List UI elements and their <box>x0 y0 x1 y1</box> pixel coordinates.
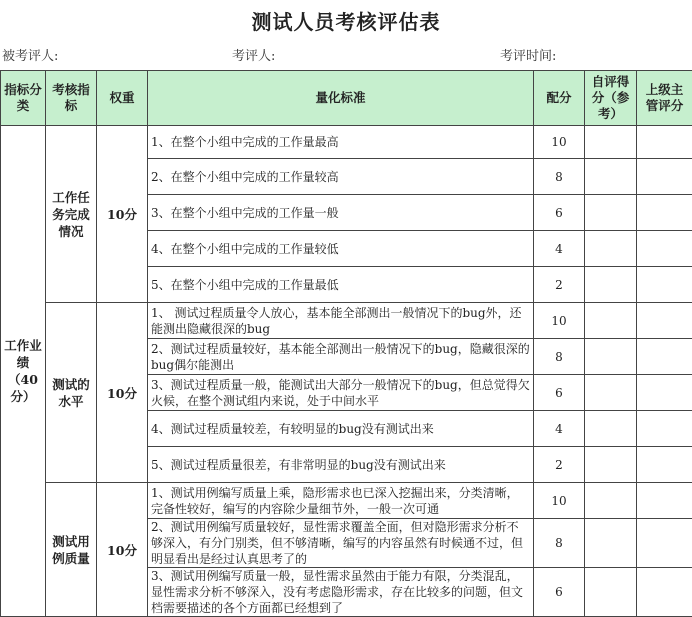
weight-cell: 10分 <box>97 303 148 483</box>
score-cell: 2 <box>534 267 585 303</box>
score-cell: 10 <box>534 303 585 339</box>
table-row <box>1 303 692 339</box>
self-score-input-cell[interactable] <box>585 231 637 267</box>
score-cell: 6 <box>534 375 585 411</box>
self-score-input-cell[interactable] <box>585 126 637 159</box>
header-criteria: 量化标准 <box>148 71 534 126</box>
supervisor-score-input-cell[interactable] <box>637 568 692 617</box>
supervisor-score-input-cell[interactable] <box>637 267 692 303</box>
self-score-input-cell[interactable] <box>585 483 637 519</box>
indicator-cell: 工作任务完成情况 <box>46 126 97 303</box>
table-row <box>1 483 692 519</box>
self-score-input-cell[interactable] <box>585 267 637 303</box>
score-cell: 6 <box>534 568 585 617</box>
weight-cell: 10分 <box>97 126 148 303</box>
indicator-cell: 测试的水平 <box>46 303 97 483</box>
self-score-input-cell[interactable] <box>585 447 637 483</box>
evaluation-table <box>0 70 692 617</box>
table-row <box>1 126 692 159</box>
score-cell: 4 <box>534 231 585 267</box>
self-score-input-cell[interactable] <box>585 519 637 568</box>
supervisor-score-input-cell[interactable] <box>637 231 692 267</box>
self-score-input-cell[interactable] <box>585 568 637 617</box>
header-supervisor-score: 上级主管评分 <box>637 71 692 126</box>
criterion-cell: 5、在整个小组中完成的工作量最低 <box>148 267 534 303</box>
supervisor-score-input-cell[interactable] <box>637 519 692 568</box>
category-cell: 工作业绩（40分） <box>1 126 46 617</box>
table-body <box>1 126 692 617</box>
criterion-cell: 2、在整个小组中完成的工作量较高 <box>148 159 534 195</box>
self-score-input-cell[interactable] <box>585 195 637 231</box>
criterion-cell: 3、在整个小组中完成的工作量一般 <box>148 195 534 231</box>
supervisor-score-input-cell[interactable] <box>637 339 692 375</box>
weight-cell: 10分 <box>97 483 148 617</box>
criterion-cell: 4、在整个小组中完成的工作量较低 <box>148 231 534 267</box>
header-category: 指标分类 <box>1 71 46 126</box>
supervisor-score-input-cell[interactable] <box>637 411 692 447</box>
criterion-cell: 2、测试过程质量较好，基本能全部测出一般情况下的bug，隐藏很深的bug偶尔能测出 <box>148 339 534 375</box>
eval-time-label: 考评时间: <box>500 45 556 64</box>
examinee-label: 被考评人: <box>2 45 58 64</box>
self-score-input-cell[interactable] <box>585 411 637 447</box>
score-cell: 8 <box>534 519 585 568</box>
score-cell: 6 <box>534 195 585 231</box>
self-score-input-cell[interactable] <box>585 375 637 411</box>
score-cell: 10 <box>534 483 585 519</box>
self-score-input-cell[interactable] <box>585 339 637 375</box>
criterion-cell: 4、测试过程质量较差，有较明显的bug没有测试出来 <box>148 411 534 447</box>
score-cell: 10 <box>534 126 585 159</box>
criterion-cell: 2、测试用例编写质量较好，显性需求覆盖全面，但对隐形需求分析不够深入，有分门别类，但不够清晰，编写的内容虽然有时候通不过，但明显看出是经过认真思考了的 <box>148 519 534 568</box>
header-self-score: 自评得分（参考） <box>585 71 637 126</box>
score-cell: 8 <box>534 339 585 375</box>
criterion-cell: 1、在整个小组中完成的工作量最高 <box>148 126 534 159</box>
indicator-cell: 测试用例质量 <box>46 483 97 617</box>
examiner-label: 考评人: <box>232 45 275 64</box>
supervisor-score-input-cell[interactable] <box>637 483 692 519</box>
criterion-cell: 3、测试过程质量一般，能测试出大部分一般情况下的bug，但总觉得欠火候，在整个测试组内来说，处于中间水平 <box>148 375 534 411</box>
header-indicator: 考核指标 <box>46 71 97 126</box>
criterion-cell: 1、测试用例编写质量上乘，隐形需求也已深入挖掘出来，分类清晰，完备性较好，编写的内容除少量细节外，一般一次可通 <box>148 483 534 519</box>
self-score-input-cell[interactable] <box>585 303 637 339</box>
supervisor-score-input-cell[interactable] <box>637 195 692 231</box>
header-weight: 权重 <box>97 71 148 126</box>
criterion-cell: 1、 测试过程质量令人放心，基本能全部测出一般情况下的bug外，还能测出隐藏很深的bug <box>148 303 534 339</box>
score-cell: 4 <box>534 411 585 447</box>
header-score: 配分 <box>534 71 585 126</box>
self-score-input-cell[interactable] <box>585 159 637 195</box>
criterion-cell: 3、测试用例编写质量一般，显性需求虽然由于能力有限，分类混乱，显性需求分析不够深入，没有考虑隐形需求，存在比较多的问题，但文档需要描述的各个方面都已经想到了 <box>148 568 534 617</box>
criterion-cell: 5、测试过程质量很差，有非常明显的bug没有测试出来 <box>148 447 534 483</box>
score-cell: 2 <box>534 447 585 483</box>
supervisor-score-input-cell[interactable] <box>637 375 692 411</box>
score-cell: 8 <box>534 159 585 195</box>
supervisor-score-input-cell[interactable] <box>637 126 692 159</box>
header-row <box>1 71 692 126</box>
supervisor-score-input-cell[interactable] <box>637 303 692 339</box>
page-title: 测试人员考核评估表 <box>0 6 692 35</box>
supervisor-score-input-cell[interactable] <box>637 447 692 483</box>
supervisor-score-input-cell[interactable] <box>637 159 692 195</box>
